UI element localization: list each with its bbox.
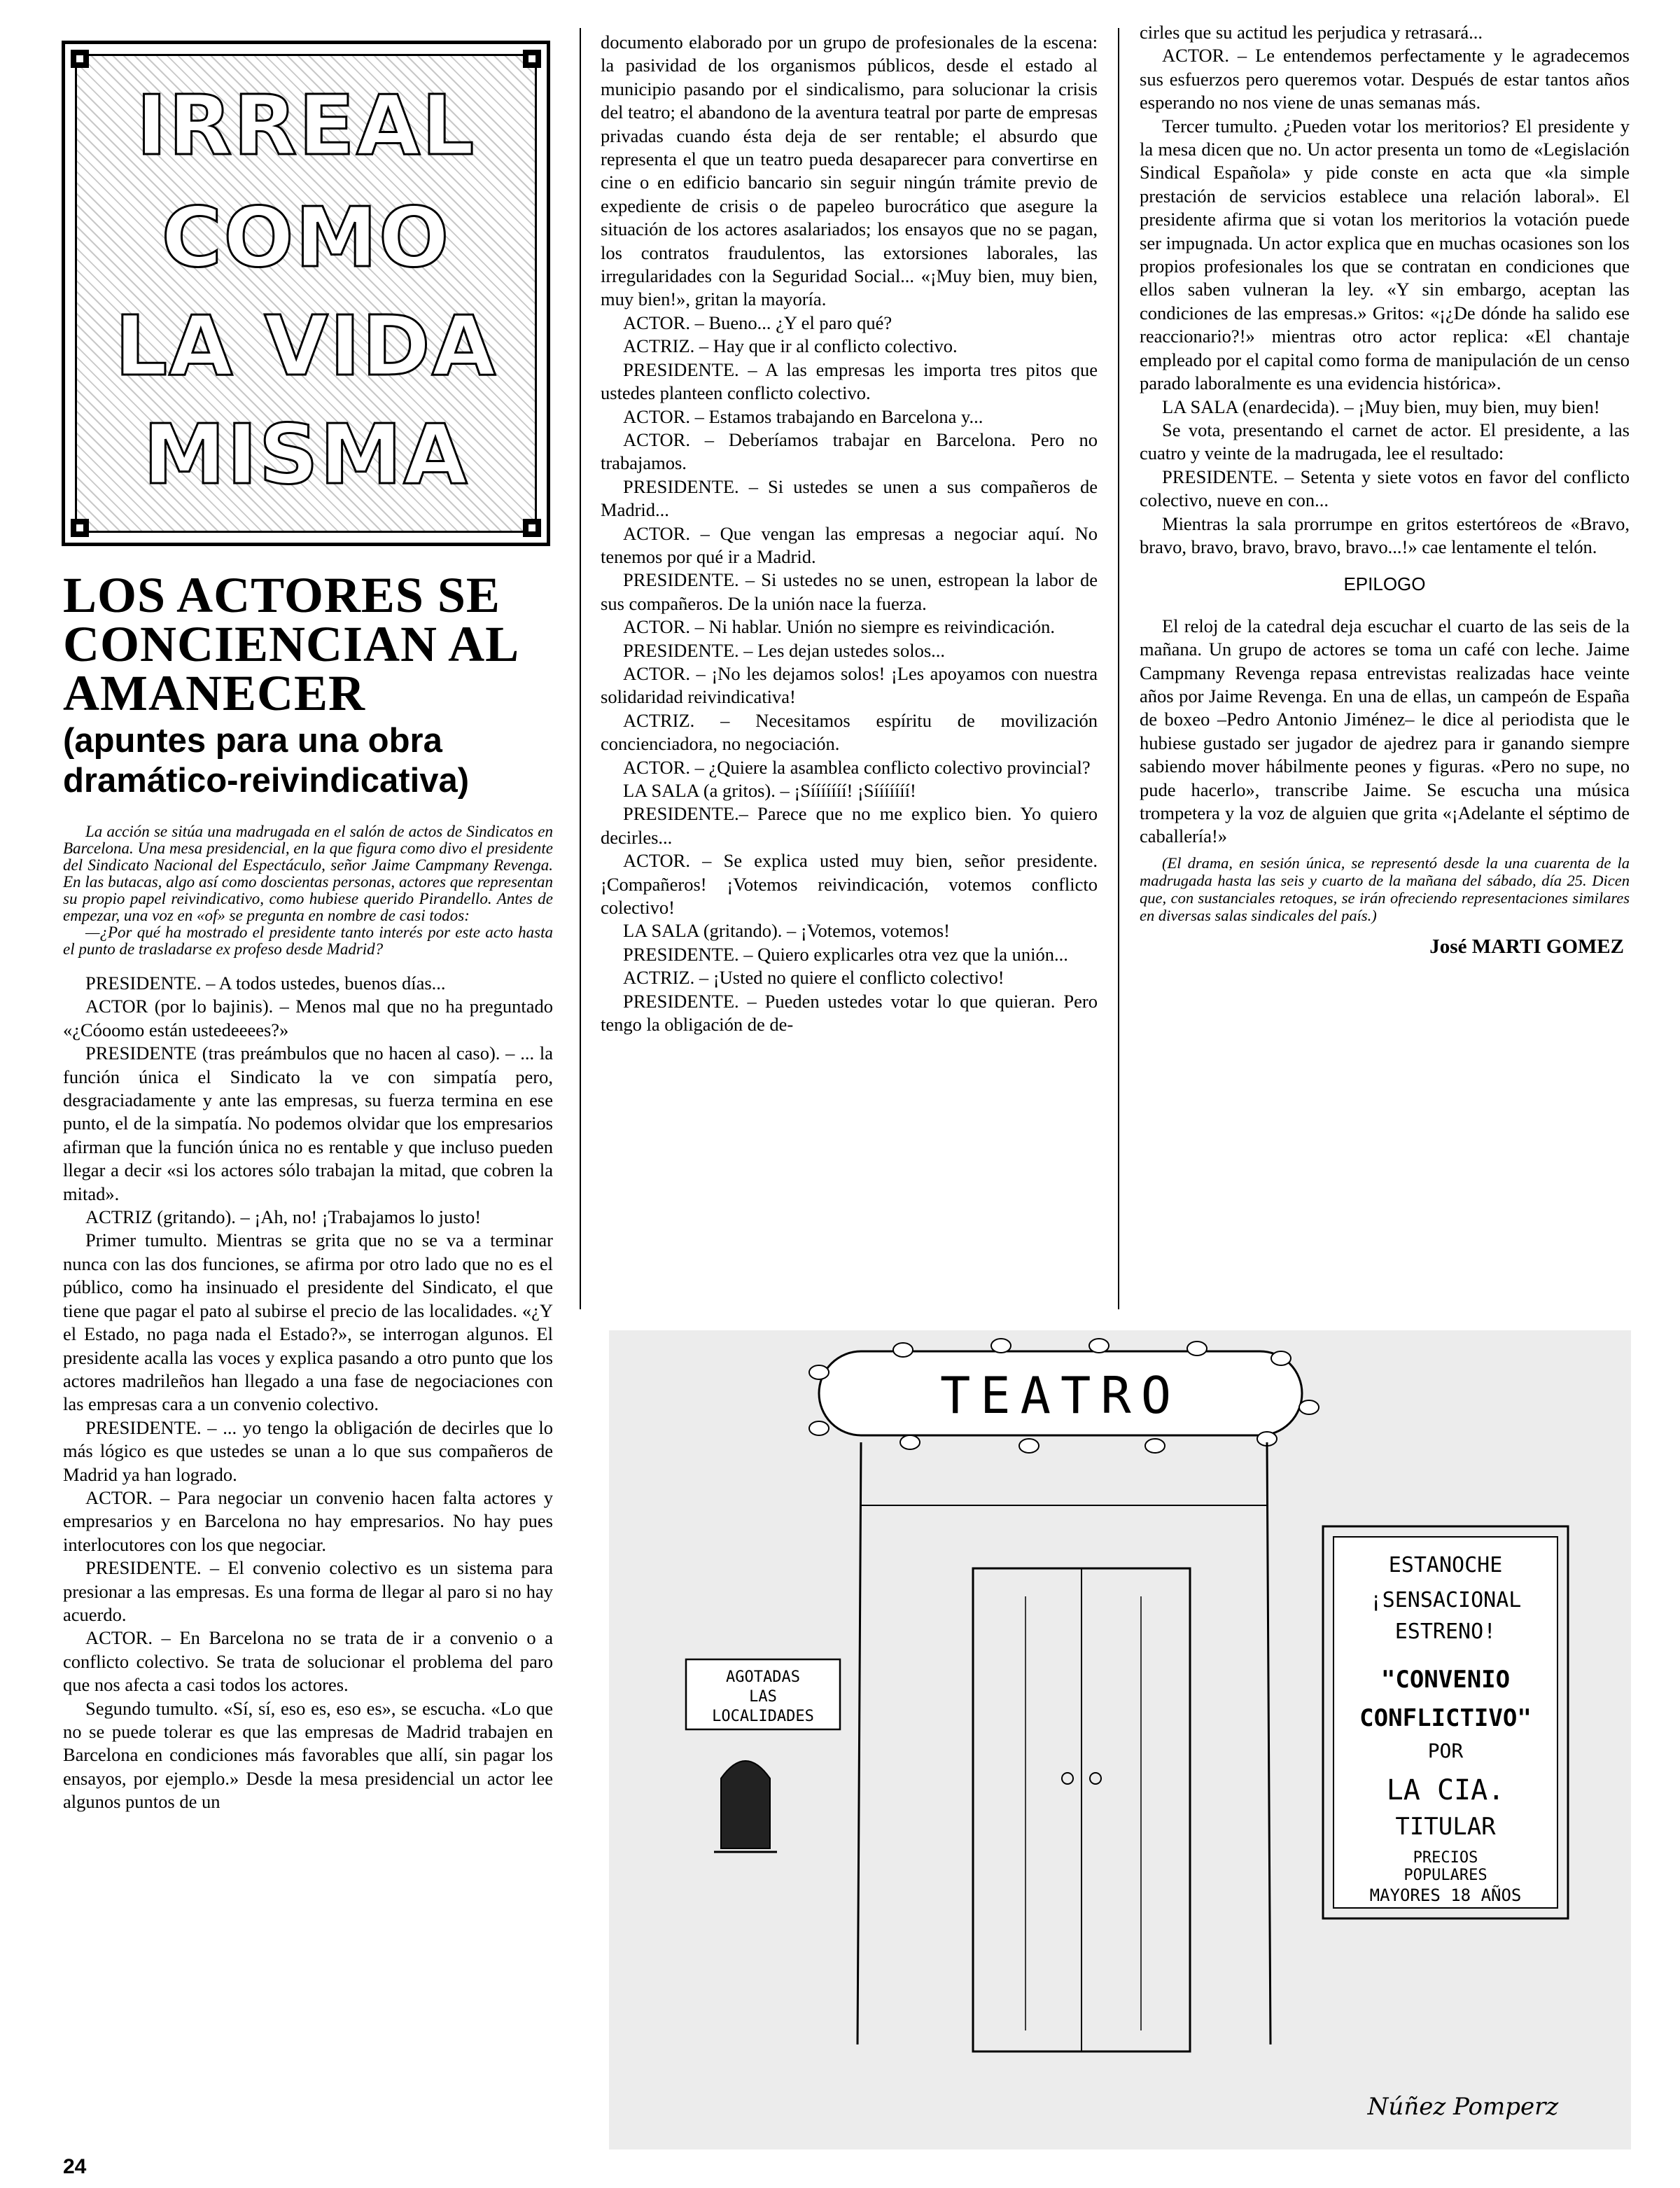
svg-text:MAYORES 18 AÑOS: MAYORES 18 AÑOS	[1369, 1886, 1522, 1905]
door-knob	[1090, 1773, 1101, 1784]
dialogue-paragraph: ACTOR. – Deberíamos trabajar en Barcelona. Pero no trabajamos.	[601, 428, 1098, 474]
dialogue-paragraph: PRESIDENTE (tras preámbulos que no hacen al caso). – ... la función única el Sindicato la ve con simpatía pero, desgraciadamente y ante las empresas, su fuerza termina en ese punto, el de la simpatía. No podemos olvidar que los empresarios afirman que la función única no es rentable y que incluso pueden llegar a decir «si los actores sólo trabajan la mitad, que cobren la mitad».	[63, 1043, 553, 1204]
dialogue-paragraph: LA SALA (a gritos). – ¡Sííííííí! ¡Sííííííí!	[623, 780, 916, 801]
narrative-paragraph: Mientras la sala prorrumpe en gritos estertóreos de «Bravo, bravo, bravo, bravo, bravo, bravo...!» cae lentamente el telón.	[1140, 513, 1630, 557]
dialogue-paragraph: ACTOR. – Le entendemos perfectamente y le agradecemos sus esfuerzos pero queremos votar. Después de estar tantos años esperando no nos viene de unas semanas más.	[1140, 45, 1630, 113]
masthead-line: COMO	[161, 189, 451, 286]
dialogue-paragraph: ACTOR. – Se explica usted muy bien, señor presidente. ¡Compañeros! ¡Votemos reivindicación, votemos conflicto colectivo!	[601, 850, 1098, 919]
byline: José MARTI GOMEZ	[1429, 935, 1624, 958]
svg-text:POPULARES: POPULARES	[1404, 1867, 1488, 1884]
performance-note: (El drama, en sesión única, se representó desde la una cuarenta de la madrugada hasta las seis y cuarto de la mañana del sábado, día 25. Dicen que, con sustanciales retoques, se irán ofreciendo representaciones similares en diversas salas sindicales del país.)	[1140, 853, 1630, 924]
svg-text:LA CIA.: LA CIA.	[1386, 1774, 1505, 1806]
dialogue-paragraph: PRESIDENTE. – A todos ustedes, buenos días...	[85, 973, 446, 994]
cartoon-illustration	[609, 1330, 1631, 2149]
marquee-text: TEATRO	[939, 1366, 1182, 1425]
artist-signature: Núñez Pomperz	[1367, 2093, 1559, 2121]
intro-quote: —¿Por qué ha mostrado el presidente tanto interés por este acto hasta el punto de trasladarse ex profeso desde Madrid?	[63, 924, 553, 958]
subheadline: (apuntes para una obra dramático-reivindicativa)	[63, 722, 470, 800]
headline: LOS ACTORES SE CONCIENCIAN AL AMANECER	[63, 567, 517, 721]
door-frame	[858, 1442, 1270, 2044]
door-knob	[1062, 1773, 1073, 1784]
dialogue-paragraph: PRESIDENTE. – Setenta y siete votos en favor del conflicto colectivo, nueve en con...	[1140, 466, 1630, 511]
section-masthead	[62, 41, 550, 546]
sign-line: LAS	[749, 1688, 777, 1706]
dialogue-paragraph: ACTOR. – ¿Quiere la asamblea conflicto colectivo provincial?	[623, 756, 1091, 778]
cartoon-drawing	[609, 1330, 1631, 2149]
dialogue-paragraph: ACTRIZ. – Hay que ir al conflicto colectivo.	[623, 335, 958, 357]
dialogue-paragraph: PRESIDENTE. – Si ustedes no se unen, estropean la labor de sus compañeros. De la unión nace la fuerza.	[601, 569, 1098, 614]
dialogue-paragraph: ACTOR. – En Barcelona no se trata de ir a convenio o a conflicto colectivo. Se trata de solucionar el problema del paro que nos afecta a casi todos los actores.	[63, 1627, 553, 1696]
epilogue-heading: EPILOGO	[1343, 573, 1426, 595]
narrative-paragraph: Segundo tumulto. «Sí, sí, eso es, eso es», se escucha. «Lo que no se puede tolerar es que las empresas de Madrid trabajen en Barcelona en condiciones más favorables que allí, sin pagar los ensayos, por ejemplo.» Desde la mesa presidencial un actor lee algunos puntos de un	[63, 1697, 553, 1813]
dialogue-paragraph: LA SALA (gritando). – ¡Votemos, votemos!	[623, 920, 950, 942]
dialogue-paragraph: ACTRIZ (gritando). – ¡Ah, no! ¡Trabajamos lo justo!	[85, 1206, 482, 1228]
sign-line: LOCALIDADES	[712, 1708, 814, 1725]
dialogue-paragraph: ACTOR. – Que vengan las empresas a negociar aquí. No tenemos por qué ir a Madrid.	[601, 522, 1098, 567]
dialogue-paragraph: ACTOR. – Para negociar un convenio hacen falta actores y empresarios y en Barcelona no hay empresarios. No hay pues interlocutores con los que negociar.	[63, 1486, 553, 1555]
svg-text:POR: POR	[1427, 1739, 1464, 1762]
svg-text:¡SENSACIONAL: ¡SENSACIONAL	[1369, 1588, 1522, 1612]
dialogue-paragraph: PRESIDENTE. – Les dejan ustedes solos...	[623, 639, 946, 661]
dialogue-paragraph: ACTRIZ. – ¡Usted no quiere el conflicto colectivo!	[623, 967, 1004, 989]
corner-ornament	[523, 50, 541, 68]
svg-text:PRECIOS: PRECIOS	[1413, 1849, 1478, 1867]
article-column-3	[1140, 21, 1630, 959]
svg-text:ESTANOCHE: ESTANOCHE	[1388, 1553, 1503, 1577]
svg-text:"CONVENIO: "CONVENIO	[1380, 1666, 1511, 1694]
intro-block	[63, 823, 553, 958]
narrative-paragraph: Primer tumulto. Mientras se grita que no se va a terminar nunca con las dos funciones, se afirma por otro lado que no es el público, como ha insinuado el presidente del Sindicato, el que tiene que pagar el pato al subirse el precio de las localidades. «¿Y el Estado, no paga nada el Estado?», se interrogan algunos. El presidente acalla las voces y explica pasando a otro punto que los actores madrileños han llegado a una fase de negociaciones con las empresas cara a un convenio colectivo.	[63, 1229, 553, 1415]
dialogue-paragraph: PRESIDENTE.– Parece que no me explico bien. Yo quiero decirles...	[601, 803, 1098, 848]
sign-line: AGOTADAS	[726, 1668, 800, 1686]
dialogue-paragraph: PRESIDENTE. – Quiero explicarles otra vez que la unión...	[623, 943, 1068, 965]
article-column-1	[63, 823, 553, 1814]
dialogue-paragraph: LA SALA (enardecida). – ¡Muy bien, muy bien, muy bien!	[1162, 396, 1600, 417]
ticket-window	[721, 1761, 770, 1848]
narrative-paragraph: Se vota, presentando el carnet de actor. El presidente, a las cuatro y veinte de la madrugada, lee el resultado:	[1140, 419, 1630, 464]
column-rule	[1118, 28, 1119, 1309]
dialogue-paragraph: ACTOR (por lo bajinis). – Menos mal que no ha preguntado «¿Cóoomo están ustedeeees?»	[63, 996, 553, 1040]
svg-text:CONFLICTIVO": CONFLICTIVO"	[1359, 1704, 1532, 1732]
masthead-line: MISMA	[143, 406, 469, 503]
corner-ornament	[523, 519, 541, 537]
page-number: 24	[63, 2155, 87, 2178]
dialogue-paragraph: PRESIDENTE. – Pueden ustedes votar lo que quieran. Pero tengo la obligación de de-	[601, 990, 1098, 1036]
masthead-line: LA VIDA	[114, 298, 498, 394]
dialogue-paragraph: cirles que su actitud les perjudica y retrasará...	[1140, 22, 1483, 43]
dialogue-paragraph: ACTOR. – Bueno... ¿Y el paro qué?	[623, 312, 892, 333]
masthead-line: IRREAL	[136, 77, 476, 174]
svg-text:ESTRENO!: ESTRENO!	[1394, 1619, 1497, 1644]
article-column-2	[601, 31, 1098, 1036]
dialogue-paragraph: PRESIDENTE. – Si ustedes se unen a sus compañeros de Madrid...	[601, 475, 1098, 521]
svg-text:TITULAR: TITULAR	[1395, 1813, 1496, 1841]
epilogue-paragraph: El reloj de la catedral deja escuchar el cuarto de las seis de la mañana. Un grupo de actores se toma un café con leche. Jaime Campmany Revenga repasa entrevistas realizadas hace veinte años por Jaime Revenga. En una de ellas, un campeón de España de boxeo –Pedro Antonio Jiménez– le dice al periodista que le hubiese gustado ser jugador de ajedrez para ir ganando siempre sabiendo mover hábilmente peones y figuras. «Pero no supe, no pude hacerlo», transcribe Jaime. Se escucha una música trompetera y la voz de alguien que grita «¡Adelante el séptimo de caballería!»	[1140, 615, 1630, 847]
narrative-paragraph: Tercer tumulto. ¿Pueden votar los meritorios? El presidente y la mesa dicen que no. Un actor presenta un tomo de «Legislación Sindical Española» y pide conste en acta que «la simple prestación de servicios establece una relación laboral». El presidente afirma que si votan los meritorios la votación puede ser impugnada. Un actor explica que en muchas ocasiones son los propios profesionales los que se contratan en condiciones que ellos saben vulneran la ley. «Y sin embargo, aceptan las condiciones de las empresas.» Gritos: «¡¿De dónde ha salido ese reaccionario?!» mientras otro actor replica: «El chantaje empleado por el capital como forma de manipulación de un censo parado laboralmente es una evidencia histórica».	[1140, 115, 1630, 394]
intro-paragraph: La acción se sitúa una madrugada en el salón de actos de Sindicatos en Barcelona. Una mesa presidencial, en la que figura como divo el presidente del Sindicato Nacional del Espectáculo, señor Jaime Campmany Revenga. En las butacas, algo así como doscientas personas, actores que representan su propio papel reivindicativo, como hubiese querido Pirandello. Antes de empezar, una voz en «of» se pregunta en nombre de casi todos:	[63, 823, 553, 924]
dialogue-paragraph: ACTOR. – Ni hablar. Unión no siempre es reivindicación.	[623, 616, 1055, 638]
dialogue-paragraph: PRESIDENTE. – ... yo tengo la obligación de decirles que lo más lógico es que ustedes se unan a lo que sus compañeros de Madrid ya han logrado.	[63, 1416, 553, 1485]
dialogue-paragraph: ACTRIZ. – Necesitamos espíritu de movilización concienciadora, no negociación.	[601, 709, 1098, 755]
dialogue-paragraph: ACTOR. – Estamos trabajando en Barcelona y...	[623, 405, 983, 427]
corner-ornament	[71, 50, 89, 68]
narrative-paragraph: documento elaborado por un grupo de profesionales de la escena: la pasividad de los organismos públicos, desde el estado al municipio pasando por el sindicalismo, para solucionar la crisis del teatro; el abandono de la aventura teatral por parte de empresas privadas cuando ésta deja de ser rentable; el absurdo que representa el que un teatro pueda desaparecer para convertirse en cine o en edificio bancario sin seguir ningún trámite previo de expediente de crisis o de papeleo burocrático que asegure la situación de los actores asalariados; los ensayos que no se pagan, los contratos fraudulentos, las extorsiones laborales, las irregularidades con la Seguridad Social... «¡Muy bien, muy bien, muy bien!», gritan la mayoría.	[601, 32, 1098, 310]
dialogue-paragraph: ACTOR. – ¡No les dejamos solos! ¡Les apoyamos con nuestra solidaridad reivindicativa!	[601, 662, 1098, 708]
dialogue-paragraph: PRESIDENTE. – A las empresas les importa tres pitos que ustedes planteen conflicto colectivo.	[601, 358, 1098, 404]
dialogue-paragraph: PRESIDENTE. – El convenio colectivo es un sistema para presionar a las empresas. Es una forma de llegar al paro si no hay acuerdo.	[63, 1557, 553, 1625]
corner-ornament	[71, 519, 89, 537]
column-rule	[580, 28, 581, 1309]
